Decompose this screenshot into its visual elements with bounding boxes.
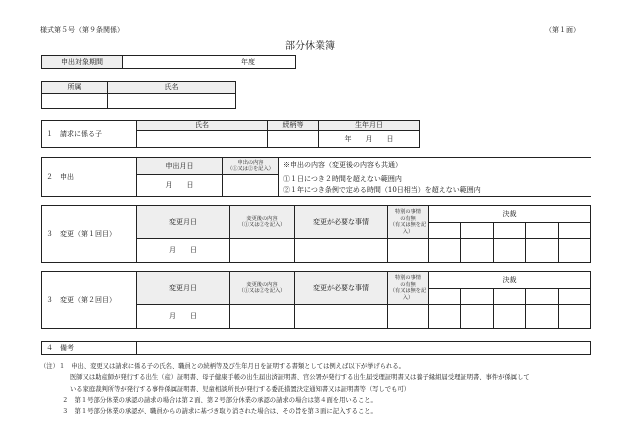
s2-note	[279, 158, 592, 197]
birth-field[interactable]	[319, 131, 420, 148]
section3a-label: ３ 変更（第１回目）	[42, 206, 137, 263]
s3a-stamp-1[interactable]	[429, 223, 461, 239]
s3b-content-field[interactable]	[230, 305, 295, 329]
s3b-stamp-5[interactable]	[558, 289, 590, 305]
s3b-content-header: 変更後の内容 （①又は②を記入）	[230, 272, 295, 305]
s3a-date-units: 月 日	[169, 246, 197, 254]
note-2: ２ 第１号部分休業の承認の請求の場合は第２面、第２号部分休業の承認の請求の場合は第４面を用いること。	[62, 396, 377, 404]
s3b-date-units: 月 日	[169, 312, 197, 320]
section2-label: ２ 申出	[42, 158, 137, 197]
affiliation-header: 所属	[42, 82, 108, 94]
s3b-reason-header: 変更が必要な事情	[295, 272, 388, 305]
s3a-date-field[interactable]	[137, 239, 230, 263]
remarks-field[interactable]	[137, 342, 591, 355]
s2-content-header: 申出の内容 （①又は②を記入）	[223, 158, 279, 175]
s3b-stamp-1[interactable]	[429, 289, 461, 305]
s3b-stamp-4[interactable]	[526, 289, 558, 305]
s3b-special-header: 特別の事情 の有無 （有又は無を記入）	[388, 272, 429, 305]
section3a-table	[41, 205, 591, 263]
s2-date-field[interactable]	[137, 175, 223, 197]
s3a-reason-field[interactable]	[295, 239, 388, 263]
section3b-table	[41, 271, 591, 329]
s3b-stamp-3[interactable]	[493, 289, 525, 305]
period-field[interactable]	[123, 56, 296, 69]
s3b-decision-header: 決裁	[429, 272, 591, 289]
birth-header: 生年月日	[319, 121, 420, 131]
s3a-decision-header: 決裁	[429, 206, 591, 223]
s3a-stamp-3[interactable]	[493, 223, 525, 239]
section3b-label: ３ 変更（第２回目）	[42, 272, 137, 329]
s3a-content-header: 変更後の内容 （①又は②を記入）	[230, 206, 295, 239]
period-unit: 年度	[241, 57, 255, 66]
s2-date-units: 月 日	[165, 181, 194, 189]
s2-note-title: ※申出の内容（変更後の内容も共通）	[283, 161, 402, 169]
s3a-stamp-2[interactable]	[461, 223, 493, 239]
s3a-reason-header: 変更が必要な事情	[295, 206, 388, 239]
note-1-line3: いる家庭裁判所等が発行する事件係属証明書、児童相談所長が発行する委託措置決定通知書又は証明書等（写しでも可）	[70, 385, 411, 393]
s3a-special-header: 特別の事情 の有無 （有又は無を記入）	[388, 206, 429, 239]
section4-table	[41, 341, 591, 355]
s3a-special-field[interactable]	[388, 239, 429, 263]
section1-table	[41, 120, 591, 148]
birth-units: 年 月 日	[344, 134, 394, 143]
period-label: 申出対象期間	[42, 56, 123, 69]
page-title: 部分休業簿	[285, 41, 335, 52]
s3b-special-field[interactable]	[388, 305, 429, 329]
affiliation-field[interactable]	[42, 94, 108, 109]
employee-table	[41, 81, 236, 109]
s2-date-header: 申出月日	[137, 158, 223, 175]
section4-label: ４ 備考	[42, 342, 137, 355]
s3b-reason-field[interactable]	[295, 305, 388, 329]
s3a-content-field[interactable]	[230, 239, 295, 263]
note-1: （注）１ 申出、変更又は請求に係る子の氏名、職員との続柄等及び生年月日を証明する書類としては例えば以下が挙げられる。	[40, 363, 405, 370]
s3a-date-header: 変更月日	[137, 206, 230, 239]
s2-note-1: ①１日につき２時間を超えない範囲内	[283, 175, 402, 183]
note-1-line2: 医師又は助産師が発行する出生（産）証明書、母子健康手帳の出生届出済証明書、官公署が発行する出生届受理証明書又は養子縁組届受理証明書、事件が係属して	[70, 374, 530, 382]
relation-field[interactable]	[268, 131, 319, 148]
section2-table	[41, 157, 591, 197]
s3b-date-header: 変更月日	[137, 272, 230, 305]
s3b-stamp-2[interactable]	[461, 289, 493, 305]
child-name-header: 氏名	[137, 121, 268, 131]
name-header: 氏名	[108, 82, 236, 94]
section1-label: １ 請求に係る子	[42, 121, 137, 148]
s2-note-2: ②１年につき条例で定める時間（10日相当）を超えない範囲内	[283, 186, 481, 194]
child-name-field[interactable]	[137, 131, 268, 148]
notes	[40, 364, 530, 415]
note-3: ３ 第１号部分休業の承認が、職員からの請求に基づき取り消された場合は、その旨を第３面に記入すること。	[62, 408, 377, 416]
s3a-stamp-4[interactable]	[526, 223, 558, 239]
page-label: （第１面）	[545, 26, 580, 34]
relation-header: 続柄等	[268, 121, 319, 131]
period-table	[41, 55, 296, 69]
s3b-date-field[interactable]	[137, 305, 230, 329]
s2-content-field[interactable]	[223, 175, 279, 197]
name-field[interactable]	[108, 94, 236, 109]
form-code: 様式第５号（第９条関係）	[40, 26, 124, 34]
s3a-stamp-5[interactable]	[558, 223, 590, 239]
